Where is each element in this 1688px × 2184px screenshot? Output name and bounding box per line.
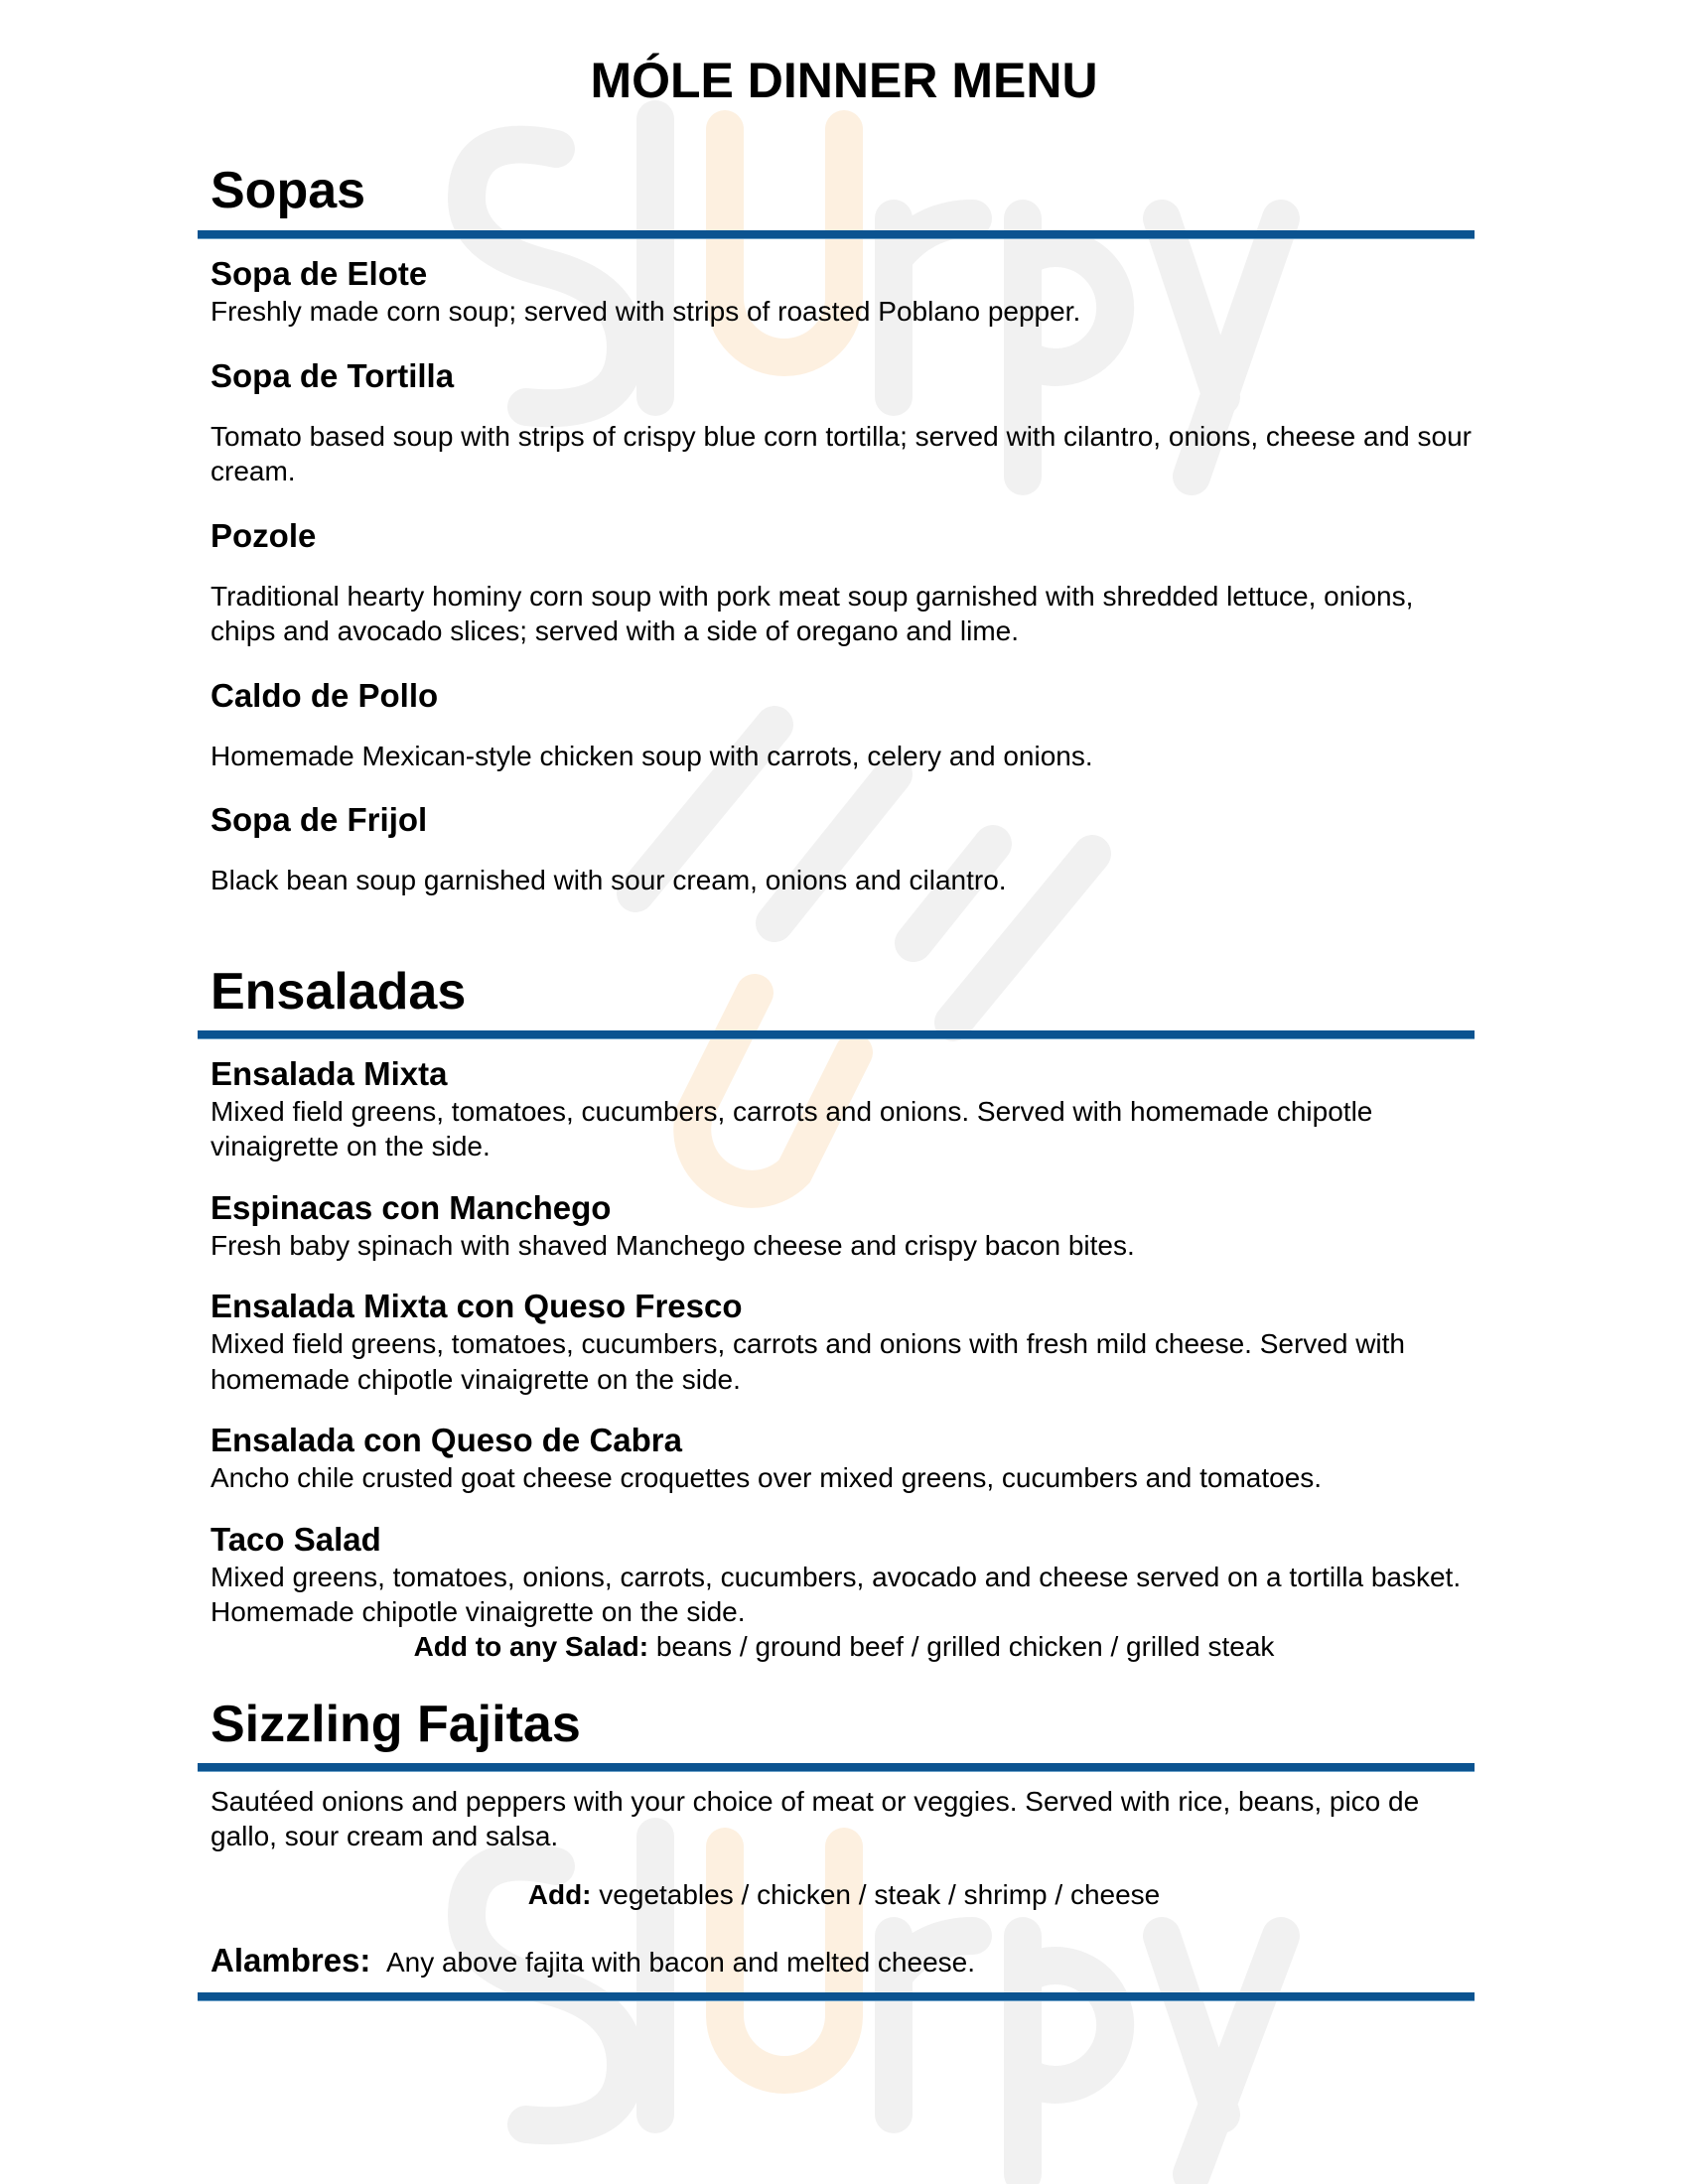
menu-item-desc: Traditional hearty hominy corn soup with pork meat soup garnished with shredded lettuce, onions, chips and avocado slices; served with a side of oregano and lime. (211, 580, 1414, 646)
menu-item-desc: Fresh baby spinach with shaved Manchego cheese and crispy bacon bites. (211, 1229, 1135, 1261)
section-divider (198, 1030, 1475, 1039)
section-heading-sopas: Sopas (211, 162, 366, 219)
menu-item (211, 1189, 1475, 1264)
menu-item-desc-text: Tomato based soup with strips of crispy blue corn tortilla; served with cilantro, onions, cheese and sour cream. (211, 420, 1472, 486)
menu-item-name: Espinacas con Manchego (211, 1188, 612, 1226)
section-divider (198, 230, 1475, 239)
menu-item-name: Ensalada con Queso de Cabra (211, 1422, 682, 1458)
menu-item (211, 1288, 1475, 1397)
alambres-desc: Any above fajita with bacon and melted cheese. (385, 1946, 975, 1978)
menu-item-desc (211, 419, 1475, 489)
alambres-line (211, 1942, 1475, 1981)
salad-addons (0, 1630, 1688, 1664)
section-fajitas (211, 1695, 1475, 2001)
menu-item (211, 1521, 1475, 1630)
menu-item-name: Taco Salad (211, 1520, 381, 1558)
menu-item (211, 357, 1475, 489)
salad-addon-options: beans / ground beef / grilled chicken / grilled steak (648, 1630, 1275, 1662)
menu-item-name: Ensalada Mixta con Queso Fresco (211, 1288, 743, 1324)
menu-item-name: Caldo de Pollo (211, 676, 439, 714)
fajitas-addons (0, 1878, 1688, 1912)
menu-item-name: Sopa de Elote (211, 255, 428, 292)
menu-item (211, 1422, 1475, 1496)
menu-item-desc: Mixed field greens, tomatoes, cucumbers, carrots and onions with fresh mild cheese. Served with homemade chipotle vinaigrette on the side. (211, 1328, 1406, 1395)
fajitas-desc: Sautéed onions and peppers with your choice of meat or veggies. Served with rice, beans, pico de gallo, sour cream and salsa. (211, 1785, 1420, 1851)
menu-item-desc: Black bean soup garnished with sour cream, onions and cilantro. (211, 865, 1007, 895)
section-ensaladas (211, 962, 1475, 1664)
menu-item-name: Ensalada Mixta (211, 1054, 448, 1092)
section-sopas (211, 161, 1475, 898)
menu-item (211, 1055, 1475, 1164)
menu-item-desc: Ancho chile crusted goat cheese croquettes over mixed greens, cucumbers and tomatoes. (211, 1462, 1323, 1493)
menu-item (211, 517, 1475, 649)
section-heading-ensaladas: Ensaladas (211, 962, 467, 1021)
section-divider (198, 1763, 1475, 1772)
menu-item-desc: Homemade Mexican-style chicken soup with carrots, celery and onions. (211, 740, 1093, 771)
menu-item (211, 255, 1475, 330)
section-heading-fajitas: Sizzling Fajitas (211, 1695, 581, 1753)
menu-item-desc: Freshly made corn soup; served with strips of roasted Poblano pepper. (211, 296, 1081, 327)
menu-title: MÓLE DINNER MENU (590, 53, 1098, 108)
alambres-label: Alambres: (211, 1941, 371, 1979)
fajitas-addon-label: Add: (527, 1878, 592, 1910)
menu-item-name: Sopa de Frijol (211, 801, 428, 838)
menu-item (211, 801, 1475, 898)
menu-item (211, 677, 1475, 774)
menu-item-name: Pozole (211, 516, 317, 554)
menu-item-name: Sopa de Tortilla (211, 356, 455, 394)
fajitas-addon-options: vegetables / chicken / steak / shrimp / cheese (591, 1878, 1161, 1910)
salad-addon-label: Add to any Salad: (413, 1630, 649, 1662)
menu-item-desc: Mixed field greens, tomatoes, cucumbers, carrots and onions. Served with homemade chipotle vinaigrette on the side. (211, 1095, 1373, 1161)
menu-item-desc: Mixed greens, tomatoes, onions, carrots, cucumbers, avocado and cheese served on a tortilla basket. Homemade chipotle vinaigrette on the side. (211, 1561, 1462, 1627)
section-divider (198, 1992, 1475, 2001)
